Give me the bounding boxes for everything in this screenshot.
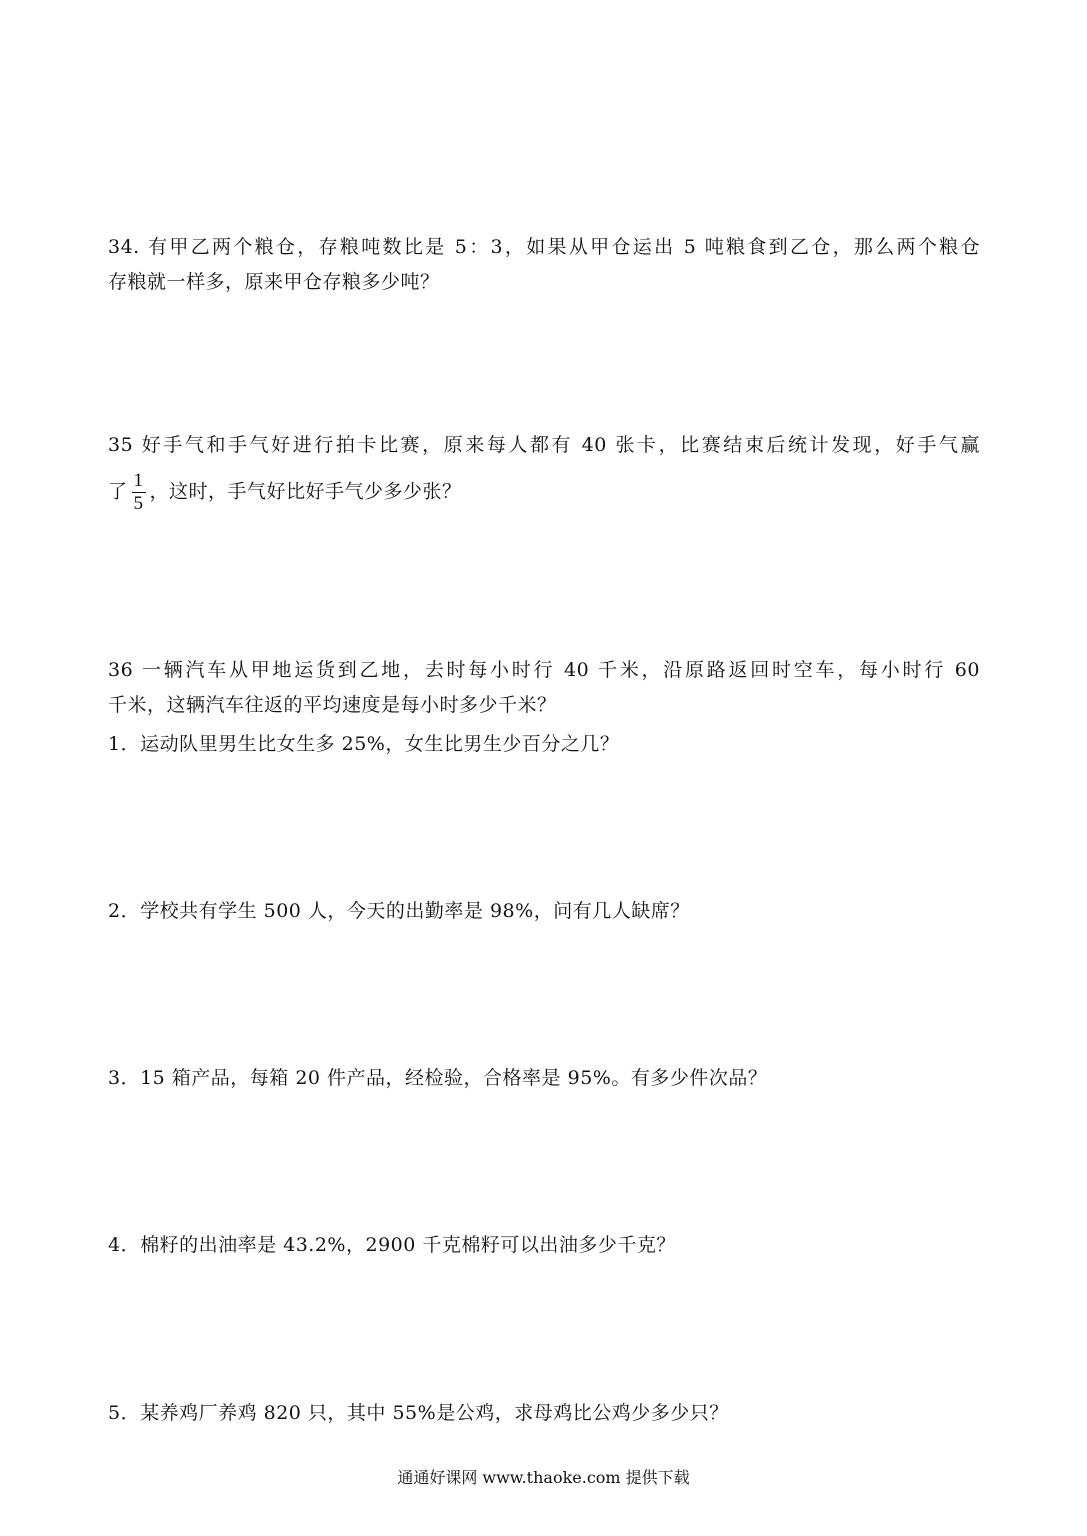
fraction-numerator: 1 bbox=[133, 470, 144, 491]
problem-36-line-2: 千米，这辆汽车往返的平均速度是每小时多少千米？ bbox=[108, 694, 557, 716]
question-2: 2．学校共有学生 500 人，今天的出勤率是 98%，问有几人缺席？ bbox=[108, 900, 690, 922]
question-5: 5．某养鸡厂养鸡 820 只，其中 55%是公鸡，求母鸡比公鸡少多少只？ bbox=[108, 1402, 729, 1424]
question-4: 4．棉籽的出油率是 43.2%，2900 千克棉籽可以出油多少千克？ bbox=[108, 1234, 676, 1256]
problem-35-suffix: ，这时，手气好比好手气少多少张？ bbox=[149, 480, 462, 503]
problem-36-line-1: 36 一辆汽车从甲地运货到乙地，去时每小时行 40 千米，沿原路返回时空车，每小时行 60 bbox=[108, 659, 980, 681]
question-3: 3．15 箱产品，每箱 20 件产品，经检验，合格率是 95%。有多少件次品？ bbox=[108, 1067, 768, 1089]
question-1: 1．运动队里男生比女生多 25%，女生比男生少百分之几？ bbox=[108, 733, 620, 755]
problem-35-prefix: 了 bbox=[108, 480, 128, 503]
fraction-denominator: 5 bbox=[133, 493, 144, 514]
problem-34-line-2: 存粮就一样多，原来甲仓存粮多少吨？ bbox=[108, 271, 440, 293]
problem-35-line-2 bbox=[108, 470, 462, 515]
problem-35-line-1: 35 好手气和手气好进行拍卡比赛，原来每人都有 40 张卡，比赛结束后统计发现，好手气赢 bbox=[108, 434, 980, 456]
problem-34-line-1: 34. 有甲乙两个粮仓，存粮吨数比是 5：3，如果从甲仓运出 5 吨粮食到乙仓，那么两个粮仓 bbox=[108, 236, 980, 258]
page-footer: 通通好课网 www.thaoke.com 提供下载 bbox=[397, 1468, 690, 1487]
fraction-one-fifth bbox=[132, 470, 146, 515]
